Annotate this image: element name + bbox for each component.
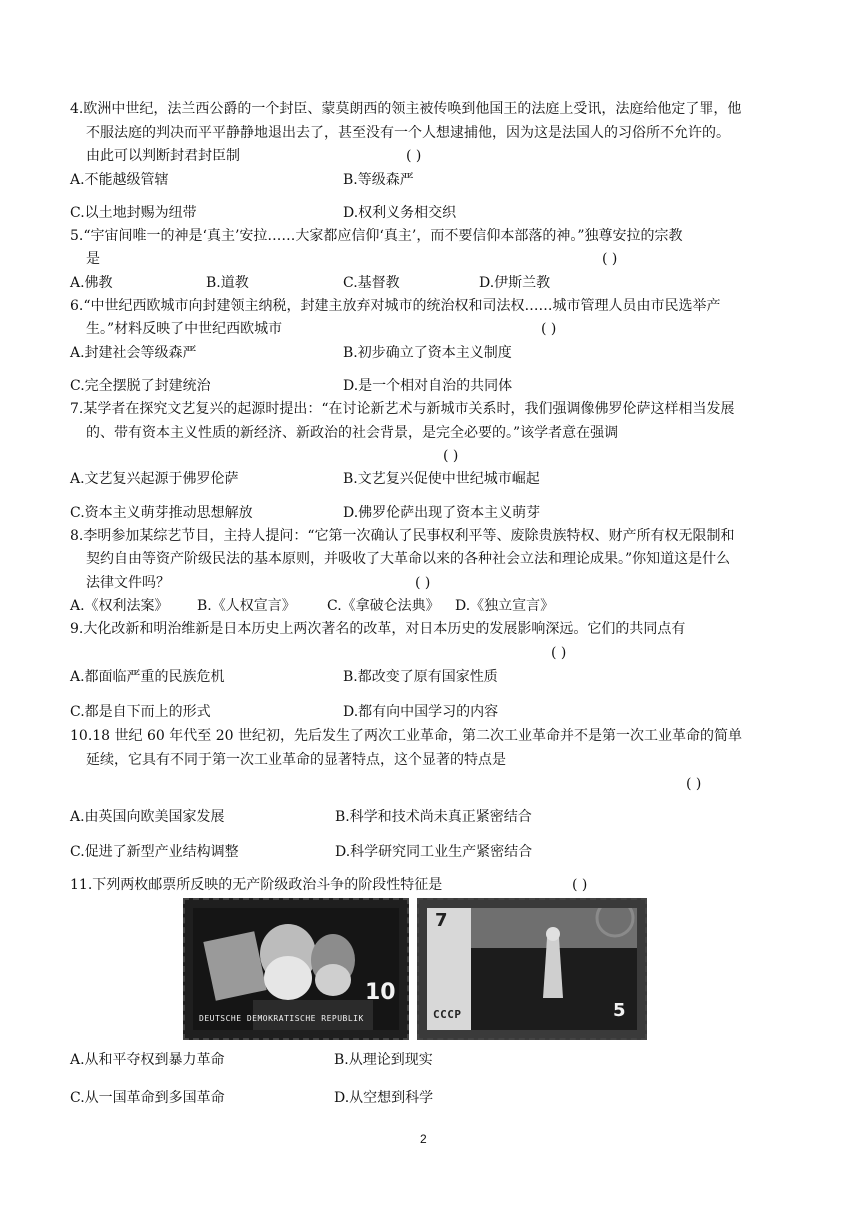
stamp-marx-engels-image [183, 898, 409, 1040]
q7-text-line1: 7.某学者在探究文艺复兴的起源时提出：“在讨论新艺术与新城市关系时，我们强调像佛罗伦萨这样相当发展 [70, 401, 735, 417]
q6-option-c[interactable]: C.完全摆脱了封建统治 [70, 378, 211, 394]
q10-text-line1: 10.18 世纪 60 年代至 20 世纪初，先后发生了两次工业革命，第二次工业革命并不是第一次工业革命的简单 [70, 728, 742, 744]
q9-option-c[interactable]: C.都是自下而上的形式 [70, 704, 211, 720]
stamp1-value: 10 [365, 980, 396, 1005]
q7-answer-bracket: ( ) [443, 448, 459, 464]
q7-text-line2: 的、带有资本主义性质的新经济、新政治的社会背景，是完全必要的。”该学者意在强调 [86, 425, 619, 441]
q5-text-line1: 5.“宇宙间唯一的神是‘真主’安拉……大家都应信仰‘真主’，而不要信仰本部落的神。”独尊安拉的宗教 [70, 228, 683, 244]
q4-option-a[interactable]: A.不能越级管辖 [70, 172, 169, 188]
q10-option-c[interactable]: C.促进了新型产业结构调整 [70, 844, 239, 860]
q9-option-a[interactable]: A.都面临严重的民族危机 [70, 669, 225, 685]
q5-option-d[interactable]: D.伊斯兰教 [479, 275, 551, 291]
portrait-illustration [193, 908, 399, 1030]
q6-answer-bracket: ( ) [541, 321, 557, 337]
stamp1-caption: DEUTSCHE DEMOKRATISCHE REPUBLIK [199, 1014, 364, 1023]
q11-option-a[interactable]: A.从和平夺权到暴力革命 [70, 1052, 225, 1068]
q10-text-line2: 延续，它具有不同于第一次工业革命的显著特点，这个显著的特点是 [86, 752, 506, 768]
q4-text-line2: 不服法庭的判决而平平静静地退出去了，甚至没有一个人想逮捕他，因为这是法国人的习俗所不允许的。 [86, 125, 730, 141]
q4-option-d[interactable]: D.权利义务相交织 [343, 205, 457, 221]
q8-option-a[interactable]: A.《权利法案》 [70, 598, 169, 614]
q4-option-c[interactable]: C.以土地封赐为纽带 [70, 205, 197, 221]
stamp-revolution-image [417, 898, 647, 1040]
q9-option-b[interactable]: B.都改变了原有国家性质 [343, 669, 498, 685]
q10-answer-bracket: ( ) [686, 776, 702, 792]
page-number: 2 [420, 1132, 427, 1146]
q4-text-line1: 4.欧洲中世纪，法兰西公爵的一个封臣、蒙莫朗西的领主被传唤到他国王的法庭上受讯，法庭给他定了罪，他 [70, 101, 742, 117]
q7-option-a[interactable]: A.文艺复兴起源于佛罗伦萨 [70, 471, 239, 487]
q7-option-d[interactable]: D.佛罗伦萨出现了资本主义萌芽 [343, 505, 541, 521]
q9-option-d[interactable]: D.都有向中国学习的内容 [343, 704, 499, 720]
q8-text-line1: 8.李明参加某综艺节目，主持人提问：“它第一次确认了民事权利平等、废除贵族特权、财产所有权无限制和 [70, 528, 735, 544]
q11-option-c[interactable]: C.从一国革命到多国革命 [70, 1090, 225, 1106]
q11-option-d[interactable]: D.从空想到科学 [334, 1090, 434, 1106]
q5-option-a[interactable]: A.佛教 [70, 275, 113, 291]
q5-option-b[interactable]: B.道教 [206, 275, 249, 291]
q9-text-line1: 9.大化改新和明治维新是日本历史上两次著名的改革，对日本历史的发展影响深远。它们的共同点有 [70, 621, 686, 637]
q6-option-b[interactable]: B.初步确立了资本主义制度 [343, 345, 512, 361]
q4-text-line3: 由此可以判断封君封臣制 [86, 148, 240, 164]
q11-option-b[interactable]: B.从理论到现实 [334, 1052, 433, 1068]
q8-answer-bracket: ( ) [415, 575, 431, 591]
q10-option-a[interactable]: A.由英国向欧美国家发展 [70, 809, 225, 825]
q11-text-line1: 11.下列两枚邮票所反映的无产阶级政治斗争的阶段性特征是 [70, 877, 443, 893]
q8-option-b[interactable]: B.《人权宣言》 [197, 598, 296, 614]
stamp2-caption: CCCP [433, 1008, 462, 1021]
q6-option-a[interactable]: A.封建社会等级森严 [70, 345, 197, 361]
q7-option-b[interactable]: B.文艺复兴促使中世纪城市崛起 [343, 471, 540, 487]
q6-text-line2: 生。”材料反映了中世纪西欧城市 [86, 321, 283, 337]
q8-text-line3: 法律文件吗？ [86, 575, 170, 591]
q5-option-c[interactable]: C.基督教 [343, 275, 400, 291]
q6-text-line1: 6.“中世纪西欧城市向封建领主纳税，封建主放弃对城市的统治权和司法权……城市管理人员由市民选举产 [70, 298, 721, 314]
q10-option-d[interactable]: D.科学研究同工业生产紧密结合 [335, 844, 533, 860]
q7-option-c[interactable]: C.资本主义萌芽推动思想解放 [70, 505, 253, 521]
q9-answer-bracket: ( ) [551, 645, 567, 661]
q4-option-b[interactable]: B.等级森严 [343, 172, 414, 188]
q8-text-line2: 契约自由等资产阶级民法的基本原则，并吸收了大革命以来的各种社会立法和理论成果。”你知道这是什么 [86, 551, 731, 567]
q8-option-c[interactable]: C.《拿破仑法典》 [327, 598, 440, 614]
stamp2-value: 5 [613, 1000, 626, 1021]
q10-option-b[interactable]: B.科学和技术尚未真正紧密结合 [335, 809, 532, 825]
q11-answer-bracket: ( ) [572, 877, 588, 893]
q4-answer-bracket: ( ) [406, 148, 422, 164]
q8-option-d[interactable]: D.《独立宣言》 [455, 598, 555, 614]
stamp2-year-mark: 7 [435, 910, 448, 931]
q5-answer-bracket: ( ) [602, 251, 618, 267]
q5-text-line2: 是 [86, 251, 100, 267]
q6-option-d[interactable]: D.是一个相对自治的共同体 [343, 378, 513, 394]
